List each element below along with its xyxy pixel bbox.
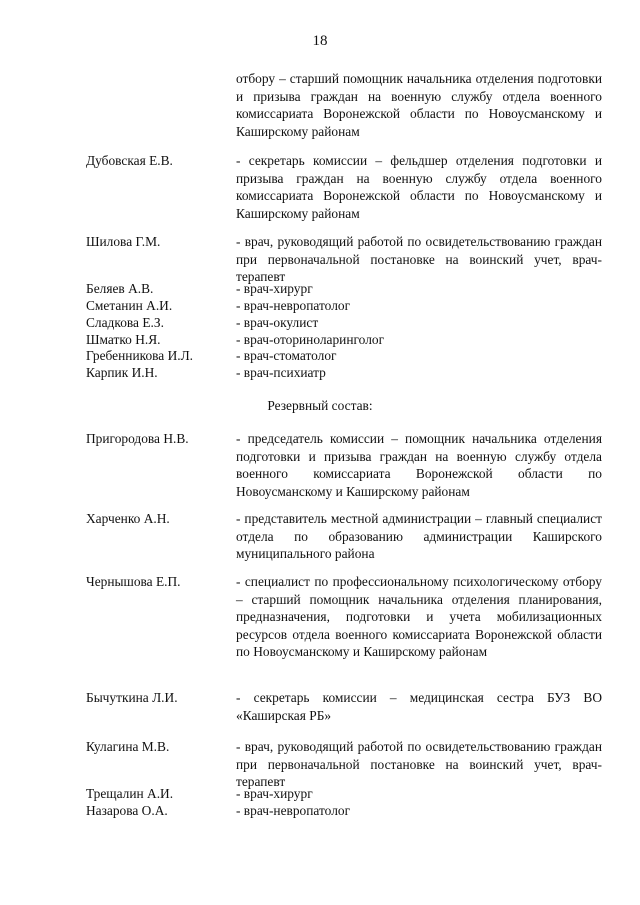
member-role: - представитель местной администрации – главный специалист отдела по образованию администрации Каширского муниципального района <box>236 511 602 562</box>
member-name: Трещалин А.И. <box>86 786 174 801</box>
member-role: - врач-окулист <box>236 315 319 330</box>
member-role: - врач, руководящий работой по освидетельствованию граждан при первоначальной постановке на воинский учет, врач-терапевт <box>236 739 602 790</box>
member-name: Карпик И.Н. <box>86 365 158 380</box>
member-name: Сладкова Е.З. <box>86 315 164 330</box>
member-name: Гребенникова И.Л. <box>86 348 194 363</box>
member-name: Кулагина М.В. <box>86 739 170 754</box>
member-role: - врач-хирург <box>236 786 313 801</box>
member-role: - врач-невропатолог <box>236 803 351 818</box>
member-name: Назарова О.А. <box>86 803 168 818</box>
page-number: 18 <box>312 33 328 49</box>
member-role: - председатель комиссии – помощник начальника отделения подготовки и призыва граждан на военную службу отдела военного комиссариата Воронежской области по Новоусманскому и Каширскому районам <box>236 431 602 499</box>
member-role: - врач, руководящий работой по освидетельствованию граждан при первоначальной постановке на воинский учет, врач-терапевт <box>236 234 602 285</box>
member-role: - врач-стоматолог <box>236 348 337 363</box>
member-name: Пригородова Н.В. <box>86 431 189 446</box>
member-name: Беляев А.В. <box>86 281 154 296</box>
member-role: - врач-оториноларинголог <box>236 332 385 347</box>
continuation-text: отбору – старший помощник начальника отделения подготовки и призыва граждан на военную службу отдела военного комиссариата Воронежской области по Новоусманскому и Каширскому районам <box>236 71 602 139</box>
member-role: - секретарь комиссии – фельдшер отделения подготовки и призыва граждан на военную службу отдела военного комиссариата Воронежской области по Новоусманскому и Каширскому районам <box>236 153 602 221</box>
member-name: Дубовская Е.В. <box>86 153 173 168</box>
member-name: Бычуткина Л.И. <box>86 690 178 705</box>
member-role: - врач-невропатолог <box>236 298 351 313</box>
reserve-heading: Резервный состав: <box>267 398 373 413</box>
member-name: Шилова Г.М. <box>86 234 161 249</box>
member-role: - врач-хирург <box>236 281 313 296</box>
member-name: Сметанин А.И. <box>86 298 173 313</box>
member-role: - врач-психиатр <box>236 365 326 380</box>
member-role: - секретарь комиссии – медицинская сестра БУЗ ВО «Каширская РБ» <box>236 690 602 723</box>
member-role: - специалист по профессиональному психологическому отбору – старший помощник начальника отделения планирования, предназначения, подготовки и учета мобилизационных ресурсов отдела военного комиссариата Воронежской области по Новоусманскому и Каширскому районам <box>236 574 602 660</box>
member-name: Харченко А.Н. <box>86 511 170 526</box>
member-name: Чернышова Е.П. <box>86 574 181 589</box>
member-name: Шматко Н.Я. <box>86 332 161 347</box>
